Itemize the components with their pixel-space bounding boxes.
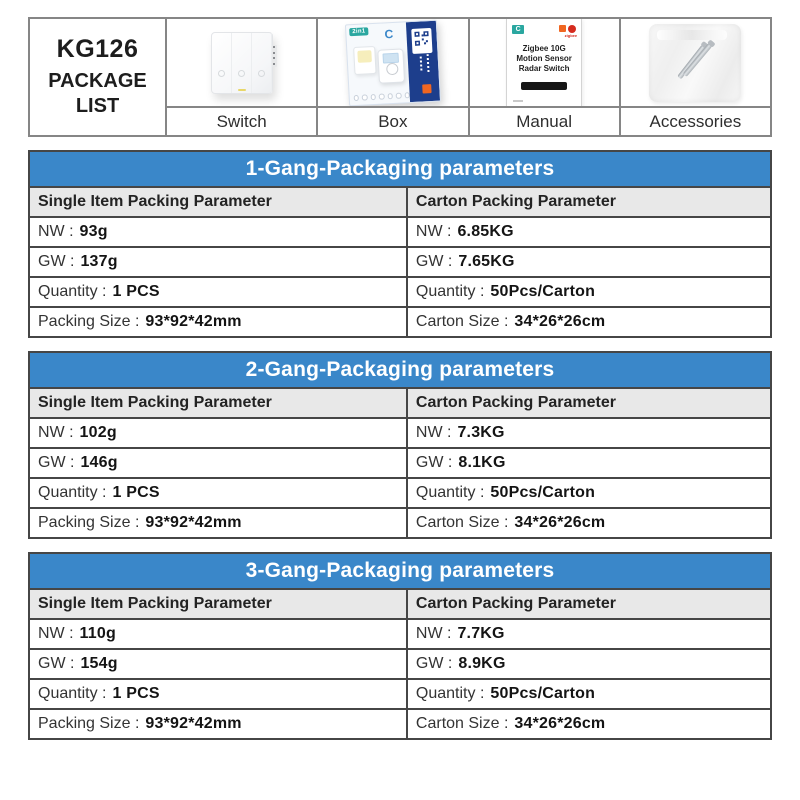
column-header-single: Single Item Packing Parameter	[30, 387, 406, 417]
accessories-image	[621, 19, 770, 106]
switch-key-2	[232, 33, 252, 93]
package-item-box	[316, 19, 467, 135]
column-header-carton: Carton Packing Parameter	[406, 387, 770, 417]
spec-cell-nw-carton: NW : 6.85KG	[406, 216, 770, 246]
package-list-heading	[48, 69, 147, 119]
wall-switch-art	[211, 32, 273, 94]
manual-footer-mark	[513, 100, 523, 102]
box-orange-logo	[422, 84, 431, 93]
switch-key-1	[212, 33, 232, 93]
spec-cell-gw-carton: GW : 8.9KG	[406, 648, 770, 678]
product-box-art	[345, 19, 441, 106]
zigbee-label: zigbee	[564, 32, 578, 38]
page	[28, 0, 772, 740]
spec-cell-gw-single: GW : 137g	[30, 246, 406, 276]
spec-cell-nw-carton: NW : 7.7KG	[406, 618, 770, 648]
spec-cell-qty-carton: Quantity : 50Pcs/Carton	[406, 678, 770, 708]
switch-key-3	[252, 33, 272, 93]
spec-cell-qty-carton: Quantity : 50Pcs/Carton	[406, 477, 770, 507]
table-title-2gang: 2-Gang-Packaging parameters	[30, 353, 770, 387]
column-header-carton: Carton Packing Parameter	[406, 186, 770, 216]
spec-cell-gw-single: GW : 154g	[30, 648, 406, 678]
spec-cell-qty-single: Quantity : 1 PCS	[30, 276, 406, 306]
packaging-table-2gang	[28, 351, 772, 539]
switch-pins	[272, 45, 277, 67]
model-number: KG126	[56, 35, 139, 63]
tuya-icon	[559, 25, 566, 32]
table-title-1gang: 1-Gang-Packaging parameters	[30, 152, 770, 186]
user-manual-art	[506, 19, 582, 106]
package-item-label-accessories: Accessories	[621, 106, 770, 135]
switch-led-indicator	[238, 89, 246, 91]
spec-cell-nw-single: NW : 110g	[30, 618, 406, 648]
manual-title	[512, 44, 576, 75]
spec-cell-nw-single: NW : 93g	[30, 216, 406, 246]
qr-code-icon	[411, 27, 432, 53]
spec-cell-size-single: Packing Size : 93*92*42mm	[30, 507, 406, 537]
spec-cell-qty-single: Quantity : 1 PCS	[30, 678, 406, 708]
box-feature-dots	[354, 92, 410, 101]
table-title-3gang: 3-Gang-Packaging parameters	[30, 554, 770, 588]
spec-cell-gw-carton: GW : 8.1KG	[406, 447, 770, 477]
zigbee-icon	[564, 25, 578, 38]
box-2in1-badge: 2in1	[349, 27, 369, 36]
spec-cell-gw-single: GW : 146g	[30, 447, 406, 477]
column-header-single: Single Item Packing Parameter	[30, 186, 406, 216]
spec-cell-nw-single: NW : 102g	[30, 417, 406, 447]
package-item-label-manual: Manual	[470, 106, 619, 135]
spec-cell-size-carton: Carton Size : 34*26*26cm	[406, 708, 770, 738]
manual-image	[470, 19, 619, 106]
spec-cell-gw-carton: GW : 7.65KG	[406, 246, 770, 276]
manual-cert-logos	[559, 25, 578, 38]
manual-title-line1: Zigbee 10G	[522, 43, 566, 53]
switch-image	[167, 19, 316, 106]
table-grid-1gang	[30, 186, 770, 336]
spec-cell-qty-carton: Quantity : 50Pcs/Carton	[406, 276, 770, 306]
table-grid-2gang	[30, 387, 770, 537]
box-image	[318, 19, 467, 106]
box-switch-picture	[353, 45, 376, 74]
package-item-accessories	[619, 19, 770, 135]
packaging-table-3gang	[28, 552, 772, 740]
spec-cell-nw-carton: NW : 7.3KG	[406, 417, 770, 447]
spec-cell-size-carton: Carton Size : 34*26*26cm	[406, 306, 770, 336]
packaging-table-1gang	[28, 150, 772, 338]
spec-cell-size-single: Packing Size : 93*92*42mm	[30, 708, 406, 738]
package-list-heading-line1: PACKAGE	[48, 70, 147, 92]
column-header-single: Single Item Packing Parameter	[30, 588, 406, 618]
table-grid-3gang	[30, 588, 770, 738]
manual-header	[512, 25, 578, 38]
box-socket-picture	[377, 48, 405, 83]
manual-brand-logo: C	[512, 25, 524, 34]
manual-title-line3: Radar Switch	[518, 64, 570, 74]
box-brand-logo: C	[384, 26, 394, 41]
package-item-label-box: Box	[318, 106, 467, 135]
package-item-manual	[468, 19, 619, 135]
spec-cell-size-carton: Carton Size : 34*26*26cm	[406, 507, 770, 537]
column-header-carton: Carton Packing Parameter	[406, 588, 770, 618]
spec-cell-size-single: Packing Size : 93*92*42mm	[30, 306, 406, 336]
screws-bag-art	[649, 24, 741, 102]
spec-cell-qty-single: Quantity : 1 PCS	[30, 477, 406, 507]
package-list-table	[28, 17, 772, 137]
package-item-switch	[167, 19, 316, 135]
package-item-label-switch: Switch	[167, 106, 316, 135]
manual-user-manual-badge	[521, 82, 567, 90]
package-list-heading-line2: LIST	[75, 95, 120, 117]
manual-title-line2: Motion Sensor	[516, 53, 572, 63]
package-list-title-cell	[30, 19, 167, 135]
